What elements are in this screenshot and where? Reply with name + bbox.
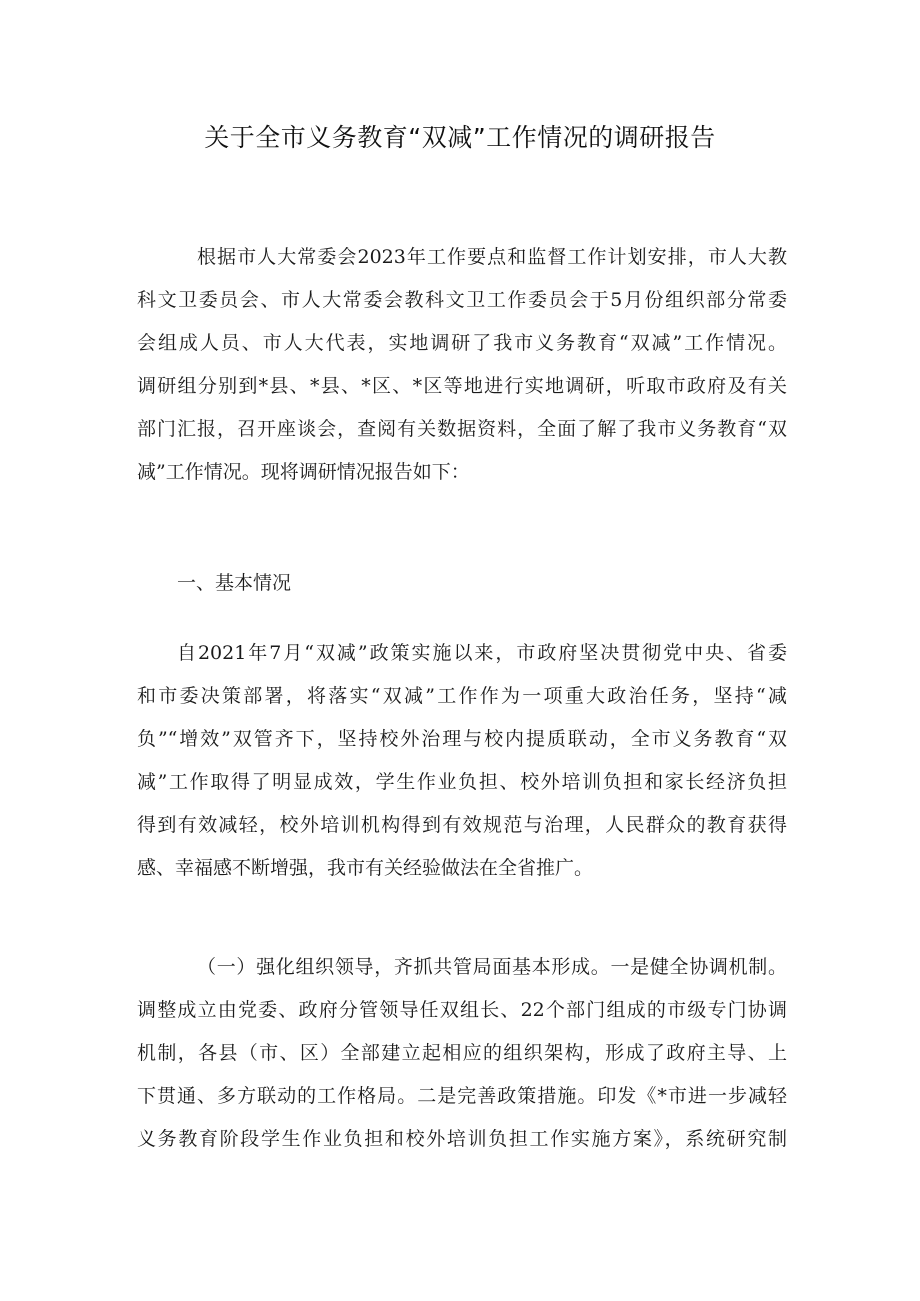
paragraph-line: 减”工作取得了明显成效，学生作业负担、校外培训负担和家长经济负担 [137,771,787,793]
paragraph-line: 得到有效减轻，校外培训机构得到有效规范与治理，人民群众的教育获得 [137,814,787,836]
basic-situation-paragraph [137,632,787,890]
paragraph-line: 自2021年7月“双减”政策实施以来，市政府坚决贯彻党中央、省委 [177,642,787,664]
paragraph-line: 和市委决策部署，将落实“双减”工作作为一项重大政治任务，坚持“减 [137,685,787,707]
paragraph-line: 感、幸福感不断增强，我市有关经验做法在全省推广。 [137,857,594,879]
paragraph-line: 根据市人大常委会2023年工作要点和监督工作计划安排，市人大教 [197,246,787,268]
section-heading [137,562,787,605]
paragraph-line: 调整成立由党委、政府分管领导任双组长、22个部门组成的市级专门协调 [137,999,787,1021]
paragraph-line: 减”工作情况。现将调研情况报告如下： [137,461,470,483]
paragraph-line: 义务教育阶段学生作业负担和校外培训负担工作实施方案》，系统研究制 [137,1128,787,1150]
organization-paragraph [137,946,787,1161]
paragraph-line: （一）强化组织领导，齐抓共管局面基本形成。一是健全协调机制。 [197,956,787,978]
paragraph-line: 科文卫委员会、市人大常委会教科文卫工作委员会于5月份组织部分常委 [137,289,787,311]
paragraph-line: 机制，各县（市、区）全部建立起相应的组织架构，形成了政府主导、上 [137,1042,787,1064]
paragraph-line: 部门汇报，召开座谈会，查阅有关数据资料，全面了解了我市义务教育“双 [137,418,787,440]
paragraph-line: 调研组分别到*县、*县、*区、*区等地进行实地调研，听取市政府及有关 [137,375,787,397]
document-title: 关于全市义务教育“双减”工作情况的调研报告 [204,123,716,152]
intro-paragraph [137,236,787,494]
section-heading-text: 一、基本情况 [177,572,292,594]
paragraph-line: 负”“增效”双管齐下，坚持校外治理与校内提质联动，全市义务教育“双 [137,728,787,750]
paragraph-line: 下贯通、多方联动的工作格局。二是完善政策措施。印发《*市进一步减轻 [137,1085,787,1107]
paragraph-line: 会组成人员、市人大代表，实地调研了我市义务教育“双减”工作情况。 [137,332,787,354]
